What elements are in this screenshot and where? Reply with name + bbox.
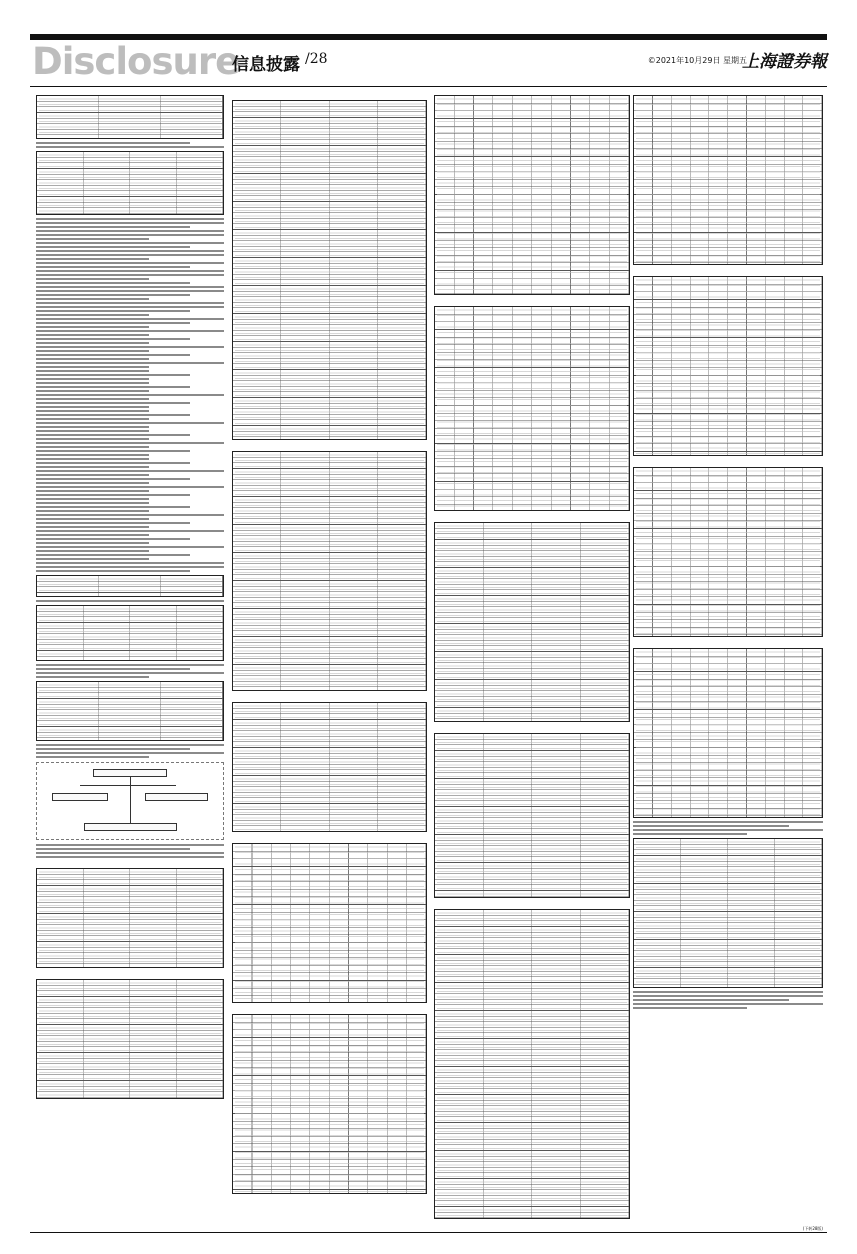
parent-income-statement [434, 909, 630, 1219]
newspaper-logo: 上海證券報 [742, 52, 827, 72]
plan-table [36, 151, 224, 215]
controller-table [36, 681, 224, 741]
equity-changes-table-3 [434, 95, 630, 295]
page-number: /28 [305, 51, 328, 67]
section-title: 信息披露 [232, 55, 300, 75]
column-3 [434, 92, 630, 1222]
equity-changes-table-2 [232, 1014, 427, 1194]
balance-sheet-part-1 [36, 868, 224, 968]
equity-changes-table-4 [434, 306, 630, 511]
equity-changes-table-7 [633, 467, 823, 637]
balance-sheet-part-2 [36, 979, 224, 1099]
column-2 [232, 92, 427, 1222]
parent-cash-flow-statement [434, 733, 630, 898]
issue-date: ©2021年10月29日 星期五 [647, 56, 747, 65]
equity-changes-table-6 [633, 276, 823, 456]
continued-note: (下转28版) [802, 1226, 823, 1231]
tax-rates-table [633, 838, 823, 988]
equity-changes-table-1 [232, 843, 427, 1003]
shareholder-summary-table [36, 575, 224, 597]
consolidated-balance-sheet [232, 100, 427, 440]
equity-changes-table-8 [633, 648, 823, 818]
masthead [30, 42, 827, 84]
column-4 [633, 92, 823, 1222]
parent-balance-sheet [232, 451, 427, 691]
brand-logo: Disclosure [32, 40, 240, 83]
column-1 [36, 92, 224, 1222]
equity-changes-table-5 [633, 95, 823, 265]
top-shareholders-table [36, 605, 224, 661]
basic-info-table [36, 95, 224, 139]
cash-flow-statement [434, 522, 630, 722]
footer-rule [30, 1232, 827, 1233]
masthead-bottom-rule [30, 86, 827, 87]
ownership-structure-diagram [36, 762, 224, 840]
income-statement [232, 702, 427, 832]
